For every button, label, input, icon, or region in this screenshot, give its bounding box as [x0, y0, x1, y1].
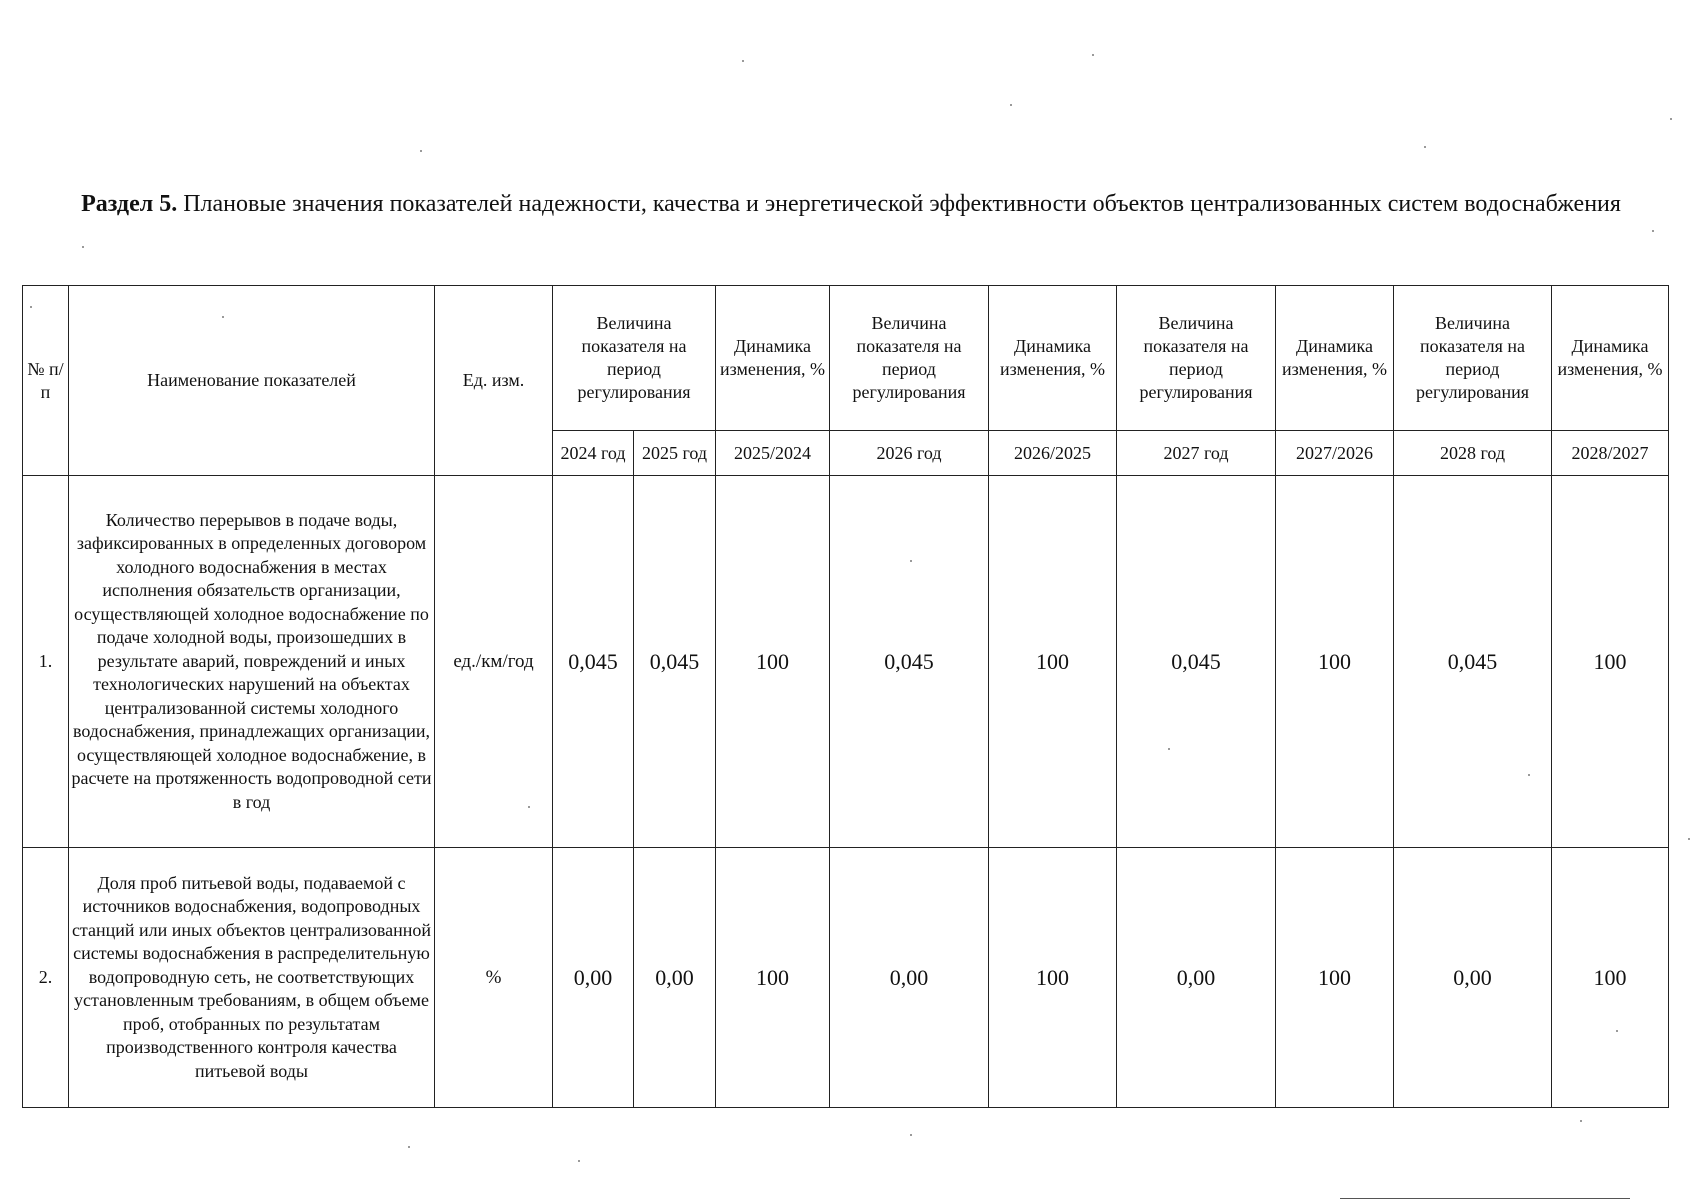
section-title — [0, 188, 1702, 220]
header-num: № п/п — [23, 286, 69, 476]
scan-speck — [1528, 774, 1530, 776]
subheader-2025-2024: 2025/2024 — [716, 431, 830, 476]
scan-speck — [1652, 230, 1654, 232]
scan-speck — [82, 246, 84, 248]
header-value-2024-2025: Величина показателя на период регулирования — [553, 286, 716, 431]
value-2025: 0,00 — [634, 848, 716, 1108]
header-unit: Ед. изм. — [435, 286, 553, 476]
scan-speck — [1424, 146, 1426, 148]
indicator-unit: % — [435, 848, 553, 1108]
row-number: 1. — [23, 476, 69, 848]
scan-speck — [528, 806, 530, 808]
scan-speck — [1580, 1120, 1582, 1122]
row-number: 2. — [23, 848, 69, 1108]
dynamics-2025-2024: 100 — [716, 848, 830, 1108]
scan-speck — [910, 1134, 912, 1136]
table-row — [23, 476, 1669, 848]
dynamics-2027-2026: 100 — [1276, 476, 1394, 848]
header-value-2028: Величина показателя на период регулирования — [1394, 286, 1552, 431]
dynamics-2025-2024: 100 — [716, 476, 830, 848]
subheader-2024: 2024 год — [553, 431, 634, 476]
subheader-2026-2025: 2026/2025 — [989, 431, 1117, 476]
header-dynamics-2027: Динамика изменения, % — [1276, 286, 1394, 431]
header-dynamics-2026: Динамика изменения, % — [989, 286, 1117, 431]
dynamics-2026-2025: 100 — [989, 476, 1117, 848]
scan-edge-line — [1340, 1198, 1630, 1199]
subheader-2027-2026: 2027/2026 — [1276, 431, 1394, 476]
header-row — [23, 286, 1669, 431]
subheader-2025: 2025 год — [634, 431, 716, 476]
scan-speck — [30, 306, 32, 308]
dynamics-2028-2027: 100 — [1552, 848, 1669, 1108]
value-2025: 0,045 — [634, 476, 716, 848]
scan-speck — [1010, 104, 1012, 106]
section-title-text: Плановые значения показателей надежности, качества и энергетической эффективности объектов централизованных систем водоснабжения — [183, 191, 1621, 217]
subheader-2027: 2027 год — [1117, 431, 1276, 476]
scan-speck — [420, 150, 422, 152]
dynamics-2026-2025: 100 — [989, 848, 1117, 1108]
value-2027: 0,045 — [1117, 476, 1276, 848]
scan-speck — [910, 560, 912, 562]
scan-speck — [742, 60, 744, 62]
value-2027: 0,00 — [1117, 848, 1276, 1108]
scan-speck — [408, 1146, 410, 1148]
header-value-2026: Величина показателя на период регулирования — [830, 286, 989, 431]
value-2026: 0,045 — [830, 476, 989, 848]
indicator-name: Доля проб питьевой воды, подаваемой с источников водоснабжения, водопроводных станций или иных объектов централизованной системы водоснабжения в распределительную водопроводную сеть, не соответствующих установленным требованиям, в общем объеме проб, отобранных по результатам производственного контроля качества питьевой воды — [69, 848, 435, 1108]
subheader-2028: 2028 год — [1394, 431, 1552, 476]
subheader-2026: 2026 год — [830, 431, 989, 476]
header-dynamics-2028: Динамика изменения, % — [1552, 286, 1669, 431]
table-row — [23, 848, 1669, 1108]
header-name: Наименование показателей — [69, 286, 435, 476]
value-2028: 0,00 — [1394, 848, 1552, 1108]
dynamics-2027-2026: 100 — [1276, 848, 1394, 1108]
scan-speck — [1168, 748, 1170, 750]
section-title-bold: Раздел 5. — [81, 191, 178, 217]
header-value-2027: Величина показателя на период регулирования — [1117, 286, 1276, 431]
scan-speck — [1670, 118, 1672, 120]
scan-speck — [1688, 838, 1690, 840]
value-2024: 0,045 — [553, 476, 634, 848]
indicators-table — [22, 285, 1669, 1108]
scan-speck — [1616, 1030, 1618, 1032]
indicator-name: Количество перерывов в подаче воды, зафиксированных в определенных договором холодного водоснабжения в местах исполнения обязательств организации, осуществляющей холодное водоснабжение по подаче холодной воды, произошедших в результате аварий, повреждений и иных технологических нарушений на объектах централизованной системы холодного водоснабжения, принадлежащих организации, осуществляющей холодное водоснабжение, в расчете на протяженность водопроводной сети в год — [69, 476, 435, 848]
value-2026: 0,00 — [830, 848, 989, 1108]
value-2028: 0,045 — [1394, 476, 1552, 848]
scan-speck — [1092, 54, 1094, 56]
scan-speck — [578, 1160, 580, 1162]
dynamics-2028-2027: 100 — [1552, 476, 1669, 848]
indicator-unit: ед./км/год — [435, 476, 553, 848]
value-2024: 0,00 — [553, 848, 634, 1108]
scan-speck — [222, 316, 224, 318]
header-dynamics-2025: Динамика изменения, % — [716, 286, 830, 431]
subheader-2028-2027: 2028/2027 — [1552, 431, 1669, 476]
